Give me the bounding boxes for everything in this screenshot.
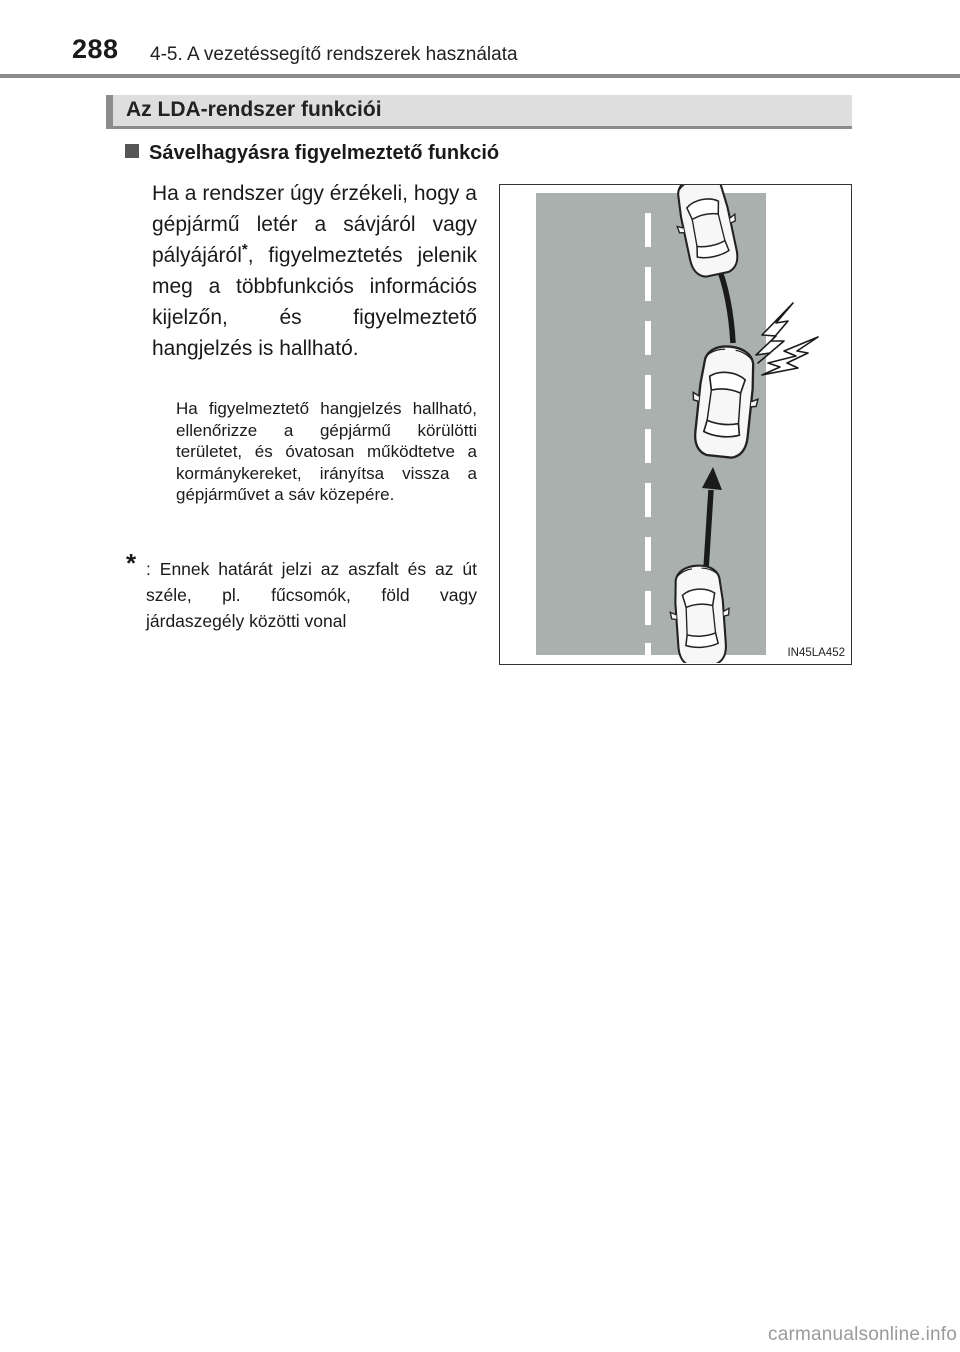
footnote-marker: * [241,241,248,258]
note-paragraph: Ha figyelmeztető hangjelzés hallható, ellenőrizze a gépjármű körülötti területet, és óvatosan működtetve a kormánykereket, irányítsa vissza a gépjárművet a sáv közepére. [176,399,477,504]
lane-departure-illustration [499,184,852,665]
subsection-heading [125,142,499,165]
road-scene [500,185,850,663]
section-title: Az LDA-rendszer funkciói [126,98,382,121]
footnote-text: : Ennek határát jelzi az aszfalt és az út széle, pl. fűcsomók, föld vagy járdaszegély közötti vonal [146,559,477,631]
section-heading-bar [106,95,852,129]
header-rule [0,74,960,78]
page-number: 288 [72,34,119,64]
watermark: carmanualsonline.info [768,1324,958,1345]
running-head: 4-5. A vezetéssegítő rendszerek használata [150,44,518,65]
body-text-part-2: , figyelmeztetés jelenik meg a többfunkciós információs kijelzőn, és figyelmeztető hangjelzés is hallható. [152,244,477,360]
left-edge-line [530,193,536,655]
body-text-part-1: Ha a rendszer úgy érzékeli, hogy a gépjármű letér a sávjáról vagy pályájáról [152,182,477,267]
figure-code: IN45LA452 [787,647,845,659]
subsection-heading-text: Sávelhagyásra figyelmeztető funkció [149,142,500,164]
right-edge-line [766,193,772,655]
footnote-star: * [126,548,137,578]
square-bullet-icon [125,144,139,158]
body-paragraph [152,178,477,364]
section-bar-accent [106,95,113,129]
